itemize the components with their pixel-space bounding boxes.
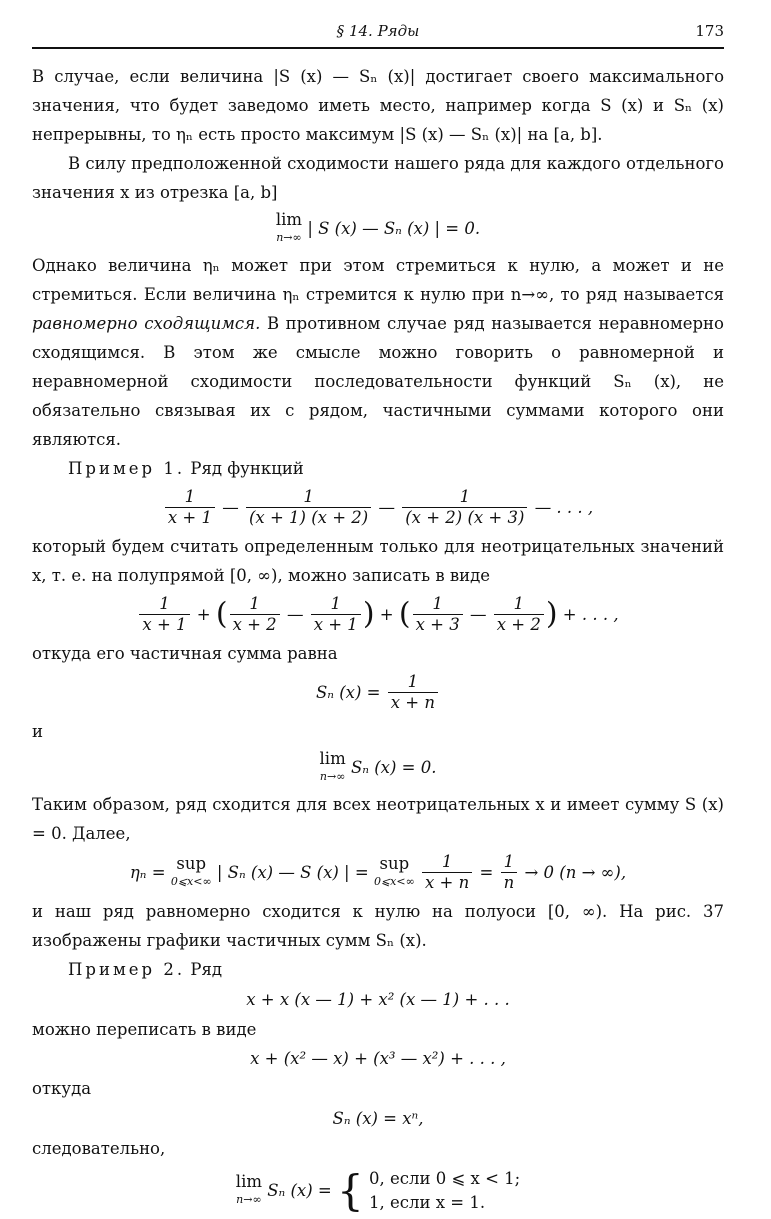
header-rule [32,47,724,49]
paragraph-7: и наш ряд равномерно сходится к нулю на полуоси [0, ∞). На рис. 37 изображены графики частичных сумм Sₙ (x). [32,902,724,950]
equation-partial-sum-2: Sₙ (x) = xⁿ, [332,1108,424,1128]
equation-series-2: x + x (x — 1) + x² (x — 1) + . . . [246,989,510,1009]
page-body [32,62,724,1219]
equation-series-1: $\frac{1}{x + 1}$ — $\frac{1}{(x + 1) (x + 2)}$ — $\frac{1}{(x + 2) (x + 3)}$ — . . . , [32,487,724,528]
equation-limit-zero: lim n→∞ Sₙ (x) = 0. [319,749,437,783]
running-header [32,22,724,46]
equation-series-2-rewritten: x + (x² — x) + (x³ — x²) + . . . , [250,1049,506,1068]
example-2-heading: Пример 2. Ряд [68,960,223,979]
example-1-heading: Пример 1. Ряд функций [68,459,304,478]
paragraph-10: следовательно, [32,1138,166,1158]
paragraph-6: Таким образом, ряд сходится для всех неотрицательных x и имеет сумму S (x) = 0. Далее, [32,795,724,843]
limit-operator: lim n→∞ [275,210,303,244]
paragraph-2: В силу предположенной сходимости нашего ряда для каждого отдельного значения x из отрезка [a, b] [32,154,724,202]
paragraph-3: Однако величина ηₙ может при этом стремиться к нулю, а может и не стремиться. Если величина ηₙ стремится к нулю при n→∞, то ряд называется равномерно сходящимся. В противном случае ряд называется неравномерно сходящимся. В этом же смысле можно говорить о равномерной и неравномерной сходимости последовательности функций Sₙ (x), не обязательно связывая их с рядом, частичными суммами которого они являются. [32,256,724,449]
uniform-convergence-term: равномерно сходящимся. [32,314,261,333]
section-title: § 14. Ряды [336,22,420,40]
equation-series-rewritten: $\frac{1}{x + 1}$ + ( $\frac{1}{x + 2}$ — $\frac{1}{x + 1}$ ) + ( $\frac{1}{x + 3}$ — $\frac{1}{x + 2}$ ) + . . . , [32,594,724,635]
page-number: 173 [695,22,724,40]
limit-body: | S (x) — Sₙ (x) | = 0. [307,219,481,238]
equation-piecewise-limit: lim n→∞ Sₙ (x) = { 0, если 0 ⩽ x < 1; 1, если x = 1. [235,1165,521,1215]
paragraph-9: откуда [32,1079,92,1098]
equation-partial-sum: Sₙ (x) = $\frac{1}{x + n}$ [32,672,724,713]
paragraph-8: можно переписать в виде [32,1019,257,1039]
paragraph-4: который будем считать определенным только для неотрицательных значений x, т. е. на полупрямой [0, ∞), можно записать в виде [32,537,724,585]
paragraph-5: откуда его частичная сумма равна [32,644,338,663]
equation-eta-sup: ηₙ = sup 0⩽x<∞ | Sₙ (x) — S (x) | = sup 0⩽x<∞ $\frac{1}{x + n}$ = $\frac{1}{n}$ → 0 (n → ∞), [129,852,627,892]
book-page [32,0,724,1215]
paragraph-1: В случае, если величина |S (x) — Sₙ (x)| достигает своего максимального значения, что будет заведомо иметь место, например когда S (x) и Sₙ (x) непрерывны, то ηₙ есть просто максимум |S (x) — Sₙ (x)| на [a, b]. [32,67,724,144]
piecewise-cases: 0, если 0 ⩽ x < 1; 1, если x = 1. [368,1168,521,1212]
equation-limit-difference [32,211,724,247]
word-and: и [32,722,43,741]
